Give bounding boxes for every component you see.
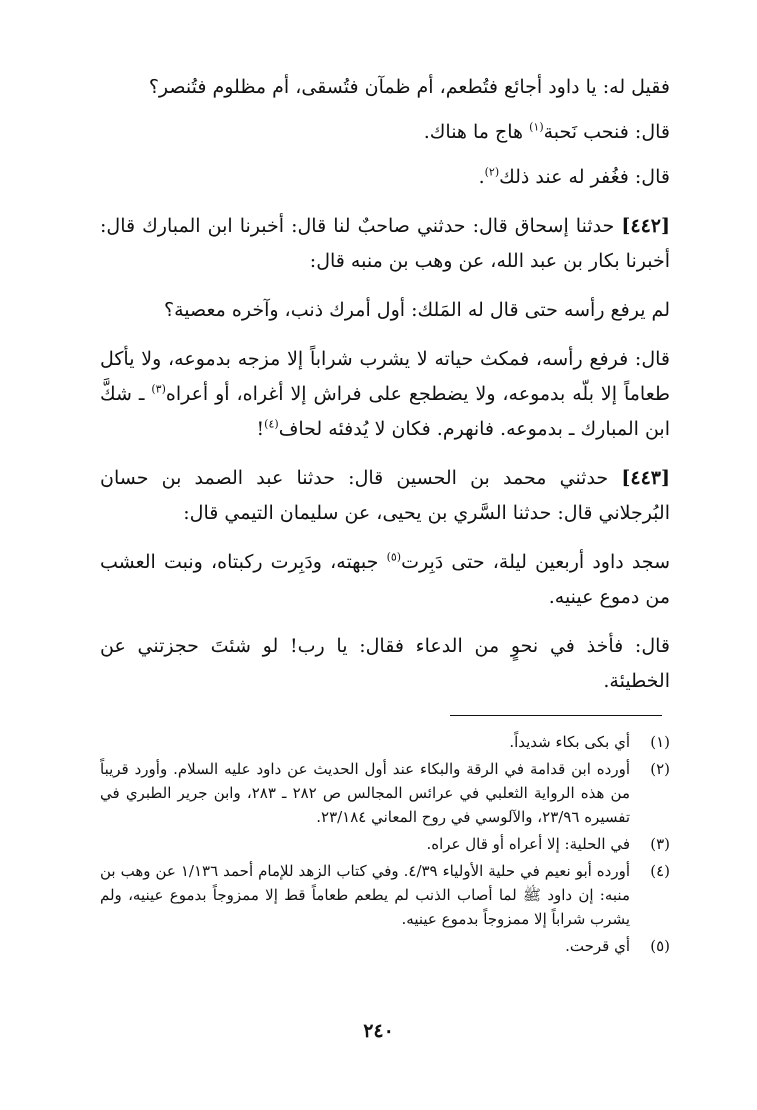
footnotes [100,730,670,961]
paragraph: لم يرفع رأسه حتى قال له المَلك: أول أمرك ذنب، وآخره معصية؟ [164,299,670,321]
footnote-ref: (٣) [151,382,166,396]
footnote: (٥) أي قرحت. [565,937,670,955]
paragraph: قال: فغُفر له عند ذلك$^{(٢)}$. [478,165,670,188]
footnote-ref: (٢) [484,165,500,179]
hadith-442: [٤٤٢] حدثنا إسحاق قال: حدثني صاحبٌ لنا قال: أخبرنا ابن المبارك قال: أخبرنا بكار بن عبد الله، عن وهب بن منبه قال: [100,215,670,272]
page-number: ٢٤٠ [363,1020,394,1042]
paragraph: قال: فنحب نَحبة$^{(١)}$ هاج ما هناك. [423,120,670,143]
footnote: (٣) في الحلية: إلا أعراه أو قال عراه. [426,835,670,853]
paragraph: سجد داود أربعين ليلة، حتى دَبِرت$^{(٥)}$ جبهته، ودَبِرت ركبتاه، ونبت العشب من دموع عينيه. [100,550,670,608]
footnote: (٤) أورده أبو نعيم في حلية الأولياء ٤/٣٩. وفي كتاب الزهد للإمام أحمد ١/١٣٦ عن وهب بن منبه: إن داود ﷺ لما أصاب الذنب لم يطعم طعاماً قط إلا ممزوجاً بدموع عينيه، ولم يشرب شراباً إلا ممزوجاً بدموع عينيه. [100,862,670,928]
footnote-divider [450,715,662,716]
main-text [100,70,670,713]
hadith-number: [٤٤٣] [621,467,670,489]
footnote-ref: (١) [529,120,544,134]
footnote: (٢) أورده ابن قدامة في الرقة والبكاء عند أول الحديث عن داود عليه السلام. وأورد قريباً من هذه الرواية الثعلبي في عرائس المجالس ص ٢٨٢ ـ ٢٨٣، وابن جرير الطبري في تفسيره ٢٣/٩٦، والآلوسي في روح المعاني ٢٣/١٨٤. [100,760,670,826]
paragraph: فقيل له: يا داود أجائع فتُطعم، أم ظمآن فتُسقى، أم مظلوم فتُنصر؟ [148,76,670,98]
footnote-ref: (٤) [264,417,279,431]
paragraph: قال: فرفع رأسه، فمكث حياته لا يشرب شراباً إلا مزجه بدموعه، ولا يأكل طعاماً إلا بلّه بدموعه، ولا يضطجع على فراش إلا أغراه، أو أعراه$^{(٣)}$ ـ شكَّ ابن المبارك ـ بدموعه. فانهرم. فكان لا يُدفئه لحاف$^{(٤)}$! [100,348,670,440]
paragraph: قال: فأخذ في نحوٍ من الدعاء فقال: يا رب! لو شئتَ حجزتني عن الخطيئة. [100,635,670,692]
hadith-number: [٤٤٢] [621,215,670,237]
footnote-ref: (٥) [386,550,402,564]
footnote: (١) أي بكى بكاء شديداً. [509,733,670,751]
hadith-443: [٤٤٣] حدثني محمد بن الحسين قال: حدثنا عبد الصمد بن حسان البُرجلاني قال: حدثنا السَّري بن يحيى، عن سليمان التيمي قال: [100,467,670,524]
